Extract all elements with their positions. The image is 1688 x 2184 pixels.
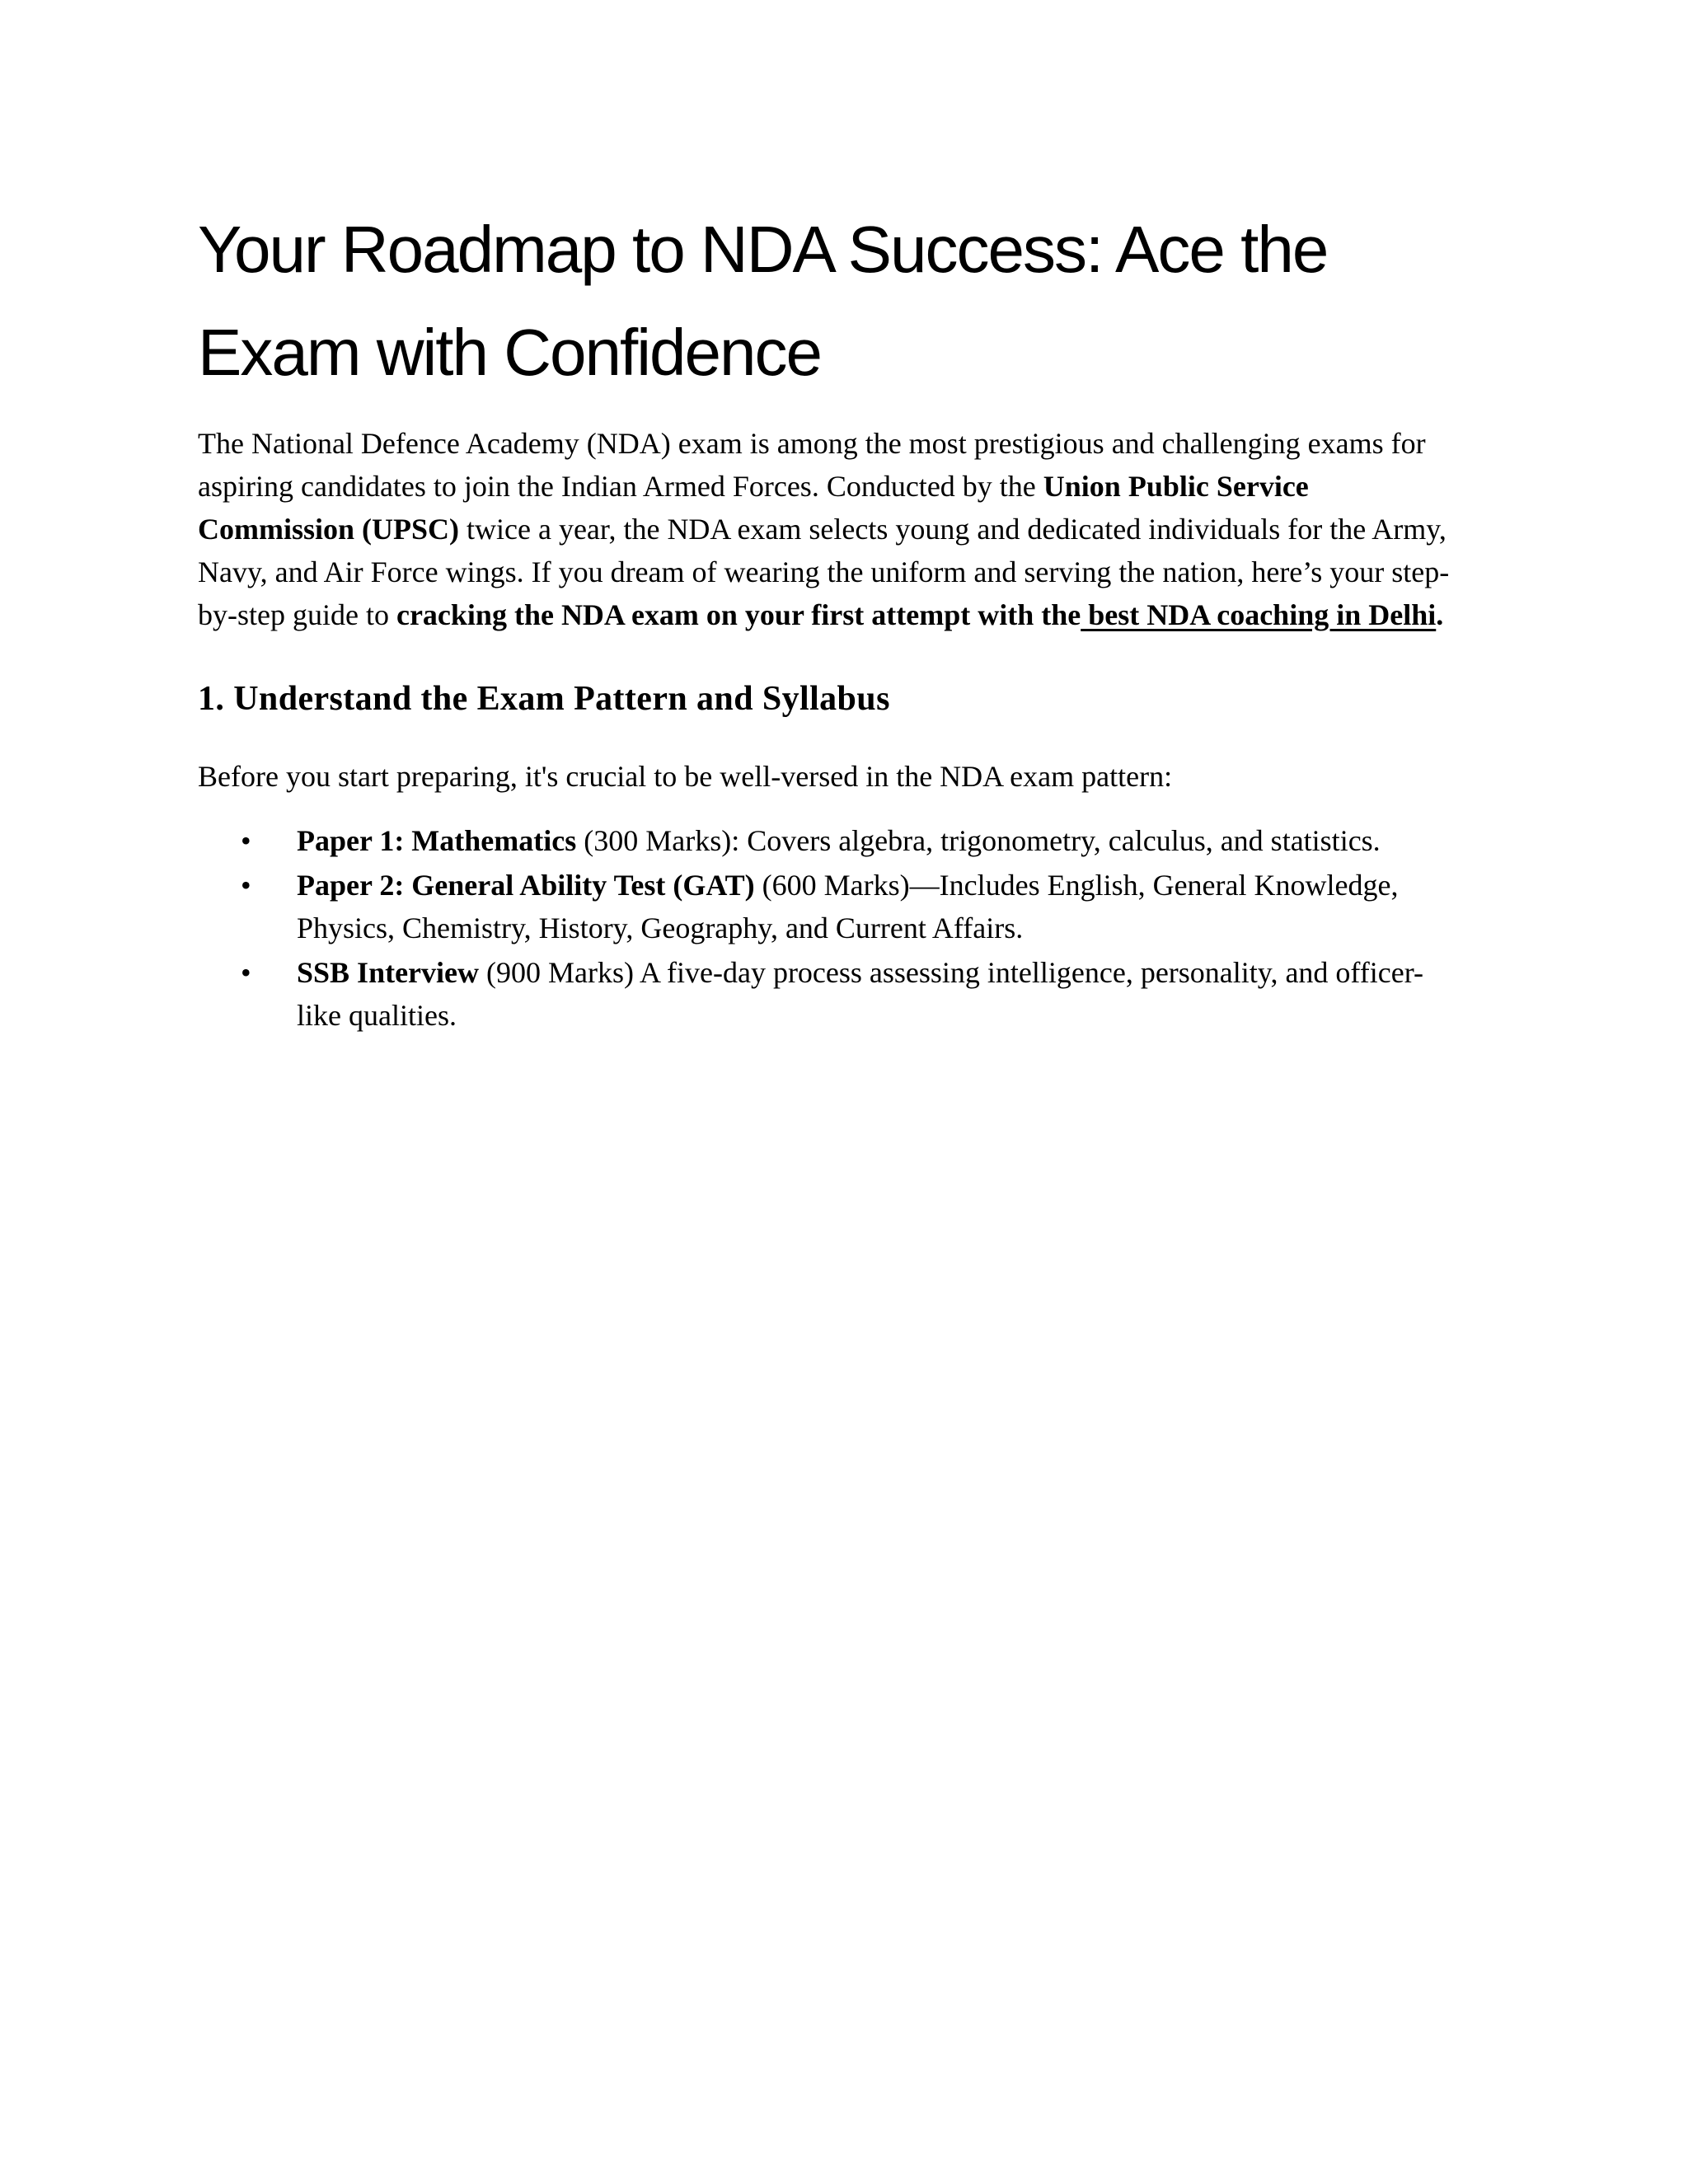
- list-item-bold: Paper 2: General Ability Test (GAT): [297, 869, 755, 902]
- exam-pattern-list: [198, 819, 1467, 1037]
- document-page: [198, 198, 1500, 1038]
- intro-end: .: [1436, 598, 1444, 631]
- page-title: Your Roadmap to NDA Success: Ace the Exam with Confidence: [198, 213, 1328, 389]
- list-item: [198, 864, 1467, 949]
- list-item: [198, 951, 1467, 1037]
- intro-text-1: The National Defence Academy (NDA) exam is among the most prestigious and challenging exams for aspiring candidates to join the Indian Armed Forces. Conducted by the: [198, 427, 1426, 503]
- bullet-icon: •: [241, 956, 251, 989]
- intro-bold-upsc: Union Public Service Commission (UPSC): [198, 470, 1309, 546]
- list-item-text: (900 Marks) A five-day process assessing intelligence, personality, and officer-like qualities.: [297, 956, 1423, 1032]
- intro-paragraph: [198, 422, 1467, 636]
- list-item-text: (600 Marks)—Includes English, General Knowledge, Physics, Chemistry, History, Geography, and Current Affairs.: [297, 869, 1399, 944]
- bullet-icon: •: [241, 824, 251, 857]
- bullet-icon: •: [241, 869, 251, 902]
- intro-text-2: twice a year, the NDA exam selects young and dedicated individuals for the Army, Navy, and Air Force wings. If you dream of wearing the uniform and serving the nation, here’s your step-by-step guide to: [198, 513, 1450, 631]
- coaching-link[interactable]: best NDA coaching in Delhi: [1081, 598, 1437, 631]
- list-item: [198, 819, 1467, 862]
- section-lead: Before you start preparing, it's crucial to be well-versed in the NDA exam pattern:: [198, 760, 1173, 793]
- list-item-text: (300 Marks): Covers algebra, trigonometry, calculus, and statistics.: [576, 824, 1381, 857]
- list-item-bold: SSB Interview: [297, 956, 480, 989]
- intro-bold-cracking-text: cracking the NDA exam on your first attempt with the: [396, 598, 1081, 631]
- intro-bold-cracking: [396, 598, 1443, 631]
- section-heading-exam-pattern: 1. Understand the Exam Pattern and Syllabus: [198, 680, 890, 718]
- list-item-bold: Paper 1: Mathematics: [297, 824, 577, 857]
